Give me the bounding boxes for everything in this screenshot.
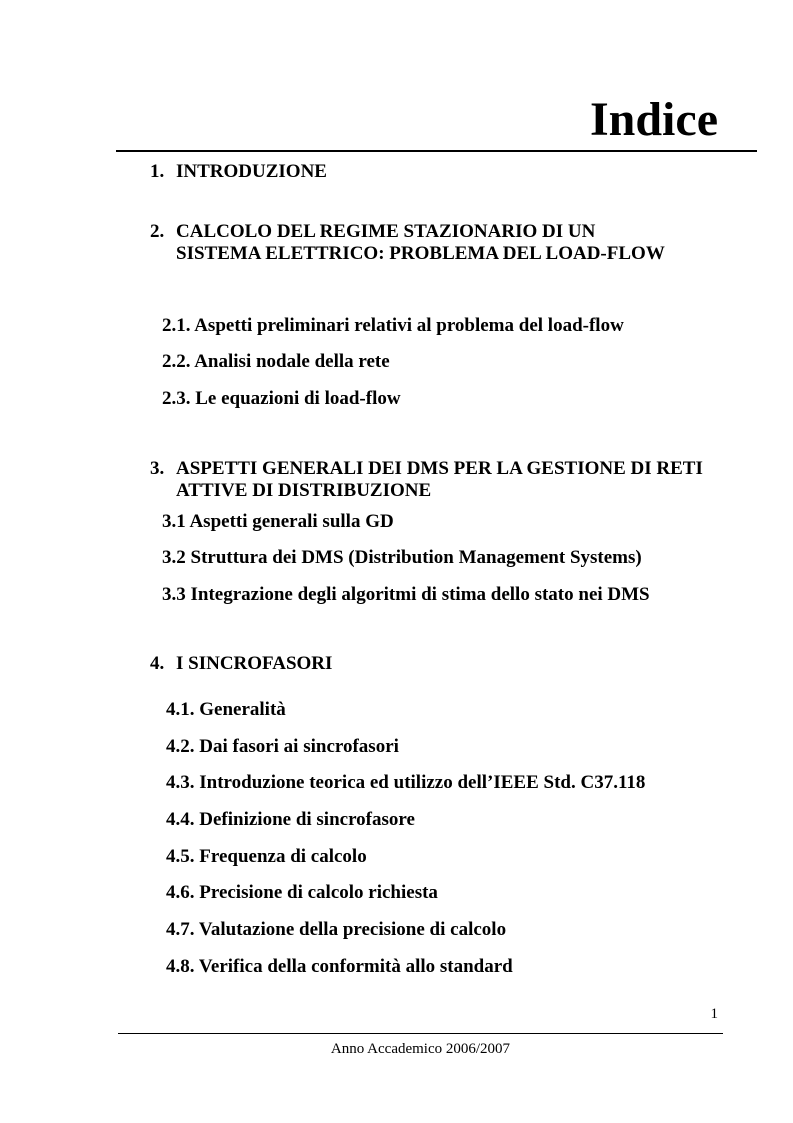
toc-chapter-number: 3. <box>150 458 165 479</box>
toc-section-2-2: 2.2. Analisi nodale della rete <box>162 351 390 372</box>
toc-section-4-7: 4.7. Valutazione della precisione di calcolo <box>166 919 507 940</box>
toc-section-4-2: 4.2. Dai fasori ai sincrofasori <box>166 736 399 757</box>
toc-section-4-5: 4.5. Frequenza di calcolo <box>166 846 367 867</box>
toc-section-4-8: 4.8. Verifica della conformità allo standard <box>166 956 513 977</box>
title-divider <box>116 150 757 152</box>
toc-chapter-4 <box>150 653 730 675</box>
footer-text: Anno Accademico 2006/2007 <box>330 1041 511 1057</box>
toc-section-4-4: 4.4. Definizione di sincrofasore <box>166 809 415 830</box>
toc-section-4-6: 4.6. Precisione di calcolo richiesta <box>166 882 438 903</box>
toc-section-3-1: 3.1 Aspetti generali sulla GD <box>162 511 394 532</box>
toc-chapter-number: 2. <box>150 221 165 242</box>
toc-chapter-number: 1. <box>150 161 165 182</box>
toc-section-2-3: 2.3. Le equazioni di load-flow <box>162 388 401 409</box>
toc-chapter-title: ASPETTI GENERALI DEI DMS PER LA GESTIONE DI RETI ATTIVE DI DISTRIBUZIONE <box>176 458 703 501</box>
toc-section-4-1: 4.1. Generalità <box>166 699 286 720</box>
toc-section-4-3: 4.3. Introduzione teorica ed utilizzo dell’IEEE Std. C37.118 <box>166 772 646 793</box>
toc-chapter-number: 4. <box>150 653 165 674</box>
toc-chapter-2 <box>150 221 670 265</box>
toc-section-2-1: 2.1. Aspetti preliminari relativi al problema del load-flow <box>162 315 624 336</box>
toc-chapter-title: I SINCROFASORI <box>176 653 333 674</box>
footer-divider <box>118 1033 723 1034</box>
toc-chapter-title: INTRODUZIONE <box>176 161 327 182</box>
toc-chapter-title: CALCOLO DEL REGIME STAZIONARIO DI UN SISTEMA ELETTRICO: PROBLEMA DEL LOAD-FLOW <box>176 221 665 264</box>
toc-chapter-1 <box>150 161 730 183</box>
toc-section-3-2: 3.2 Struttura dei DMS (Distribution Management Systems) <box>162 547 642 568</box>
page-title: Indice <box>589 93 718 146</box>
toc-chapter-3 <box>150 458 730 502</box>
toc-section-3-3: 3.3 Integrazione degli algoritmi di stima dello stato nei DMS <box>162 584 650 605</box>
page-number: 1 <box>710 1006 718 1022</box>
